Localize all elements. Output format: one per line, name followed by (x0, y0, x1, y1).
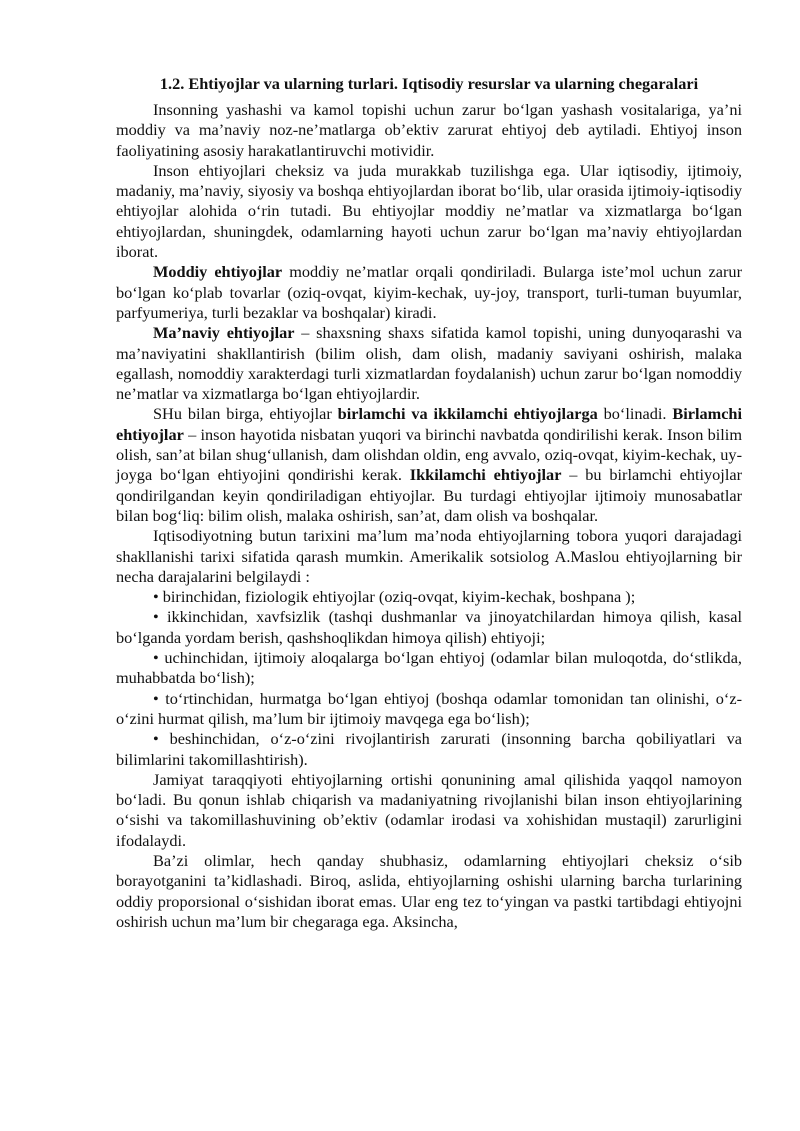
document-page (116, 74, 742, 932)
term-spiritual-needs: Ma’naviy ehtiyojlar (153, 323, 295, 343)
term-secondary-needs: Ikkilamchi ehtiyojlar (409, 465, 562, 485)
paragraph-maslow-intro: Iqtisodiyotning butun tarixini ma’lum ma’noda ehtiyojlarning tobora yuqori darajadagi shakllanishi tarixi sifatida qarash mumkin. Amerikalik sotsiolog A.Maslou ehtiyojlarning bir necha darajalarini belgilaydi : (116, 526, 742, 586)
paragraph-material-needs: Moddiy ehtiyojlar moddiy ne’matlar orqali qondiriladi. Bularga iste’mol uchun zarur bo‘lgan ko‘plab tovarlar (oziq-ovqat, kiyim-kechak, uy-joy, transport, turli-tuman buyumlar, parfyumeriya, turli bezaklar va boshqalar) kiradi. (116, 262, 742, 322)
term-primary-needs: Birlamchi ehtiyojlar (116, 404, 742, 444)
list-item-safety: • ikkinchidan, xavfsizlik (tashqi dushmanlar va jinoyatchilardan himoya qilish, kasal bo‘lganda yordam berish, qashshoqlikdan himoya qilish) ehtiyoji; (116, 607, 742, 647)
paragraph-primary-secondary-needs: SHu bilan birga, ehtiyojlar birlamchi va ikkilamchi ehtiyojlarga bo‘linadi. Birlamchi ehtiyojlar – inson hayotida nisbatan yuqori va birinchi navbatda qondirilishi kerak. Inson bilim olish, san’at bilan shug‘ullanish, dam olishdan oldin, eng avvalo, oziq-ovqat, kiyim-kechak, uy-joyga bo‘lgan ehtiyojini qondirishi kerak. Ikkilamchi ehtiyojlar – bu birlamchi ehtiyojlar qondirilgandan keyin qondiriladigan ehtiyojlar. Bu turdagi ehtiyojlar ijtimoiy munosabatlar bilan bog‘liq: bilim olish, malaka oshirish, san’at, dam olish va boshqalar. (116, 404, 742, 525)
term-primary-secondary: birlamchi va ikkilamchi ehtiyojlarga (337, 404, 598, 424)
term-material-needs: Moddiy ehtiyojlar (153, 262, 283, 282)
paragraph-law-of-rising-needs: Jamiyat taraqqiyoti ehtiyojlarning ortishi qonunining amal qilishida yaqqol namoyon bo‘ladi. Bu qonun ishlab chiqarish va madaniyatning rivojlanishi bilan inson ehtiyojlarining o‘sishi va takomillashuvining ob’ektiv (odamlar irodasi va xohishidan mustaqil) zarurligini ifodalaydi. (116, 769, 742, 850)
paragraph-needs-structure: Inson ehtiyojlari cheksiz va juda murakkab tuzilishga ega. Ular iqtisodiy, ijtimoiy, madaniy, ma’naviy, siyosiy va boshqa ehtiyojlardan iborat bo‘lib, ular orasida ijtimoiy-iqtisodiy ehtiyojlar alohida o‘rin tutadi. Bu ehtiyojlar moddiy ne’matlar va xizmatlarga bo‘lgan ehtiyojlardan, shuningdek, odamlarning hayoti uchun zarur bo‘lgan ma’naviy ehtiyojlardan iborat. (116, 160, 742, 262)
list-item-physiological: • birinchidan, fiziologik ehtiyojlar (oziq-ovqat, kiyim-kechak, boshpana ); (153, 587, 636, 607)
list-item-social: • uchinchidan, ijtimoiy aloqalarga bo‘lgan ehtiyoj (odamlar bilan muloqotda, do‘stlikda, muhabbatda bo‘lish); (116, 648, 742, 688)
paragraph-needs-definition: Insonning yashashi va kamol topishi uchun zarur bo‘lgan yashash vositalariga, ya’ni moddiy va ma’naviy noz-ne’matlarga ob’ektiv zarurat ehtiyoj deb aytiladi. Ehtiyoj inson faoliyatining asosiy harakatlantiruvchi motividir. (116, 100, 742, 160)
section-heading: 1.2. Ehtiyojlar va ularning turlari. Iqtisodiy resurslar va ularning chegaralari (159, 74, 699, 93)
list-item-esteem: • to‘rtinchidan, hurmatga bo‘lgan ehtiyoj (boshqa odamlar tomonidan tan olinishi, o‘z-o‘zini hurmat qilish, ma’lum bir ijtimoiy mavqega ega bo‘lish); (116, 688, 742, 728)
paragraph-needs-growth: Ba’zi olimlar, hech qanday shubhasiz, odamlarning ehtiyojlari cheksiz o‘sib borayotganini ta’kidlashadi. Biroq, aslida, ehtiyojlarning oshishi ularning barcha turlarining oddiy proporsional o‘sishidan iborat emas. Ular eng tez to‘yingan va pastki tartibdagi ehtiyojni oshirish uchun ma’lum bir chegaraga ega. Aksincha, (116, 850, 742, 931)
list-item-self-actualization: • beshinchidan, o‘z-o‘zini rivojlantirish zarurati (insonning barcha qobiliyatlari va bilimlarini takomillashtirish). (116, 729, 742, 769)
paragraph-spiritual-needs: Ma’naviy ehtiyojlar – shaxsning shaxs sifatida kamol topishi, uning dunyoqarashi va ma’naviyatini shakllantirish (bilim olish, dam olish, madaniy saviyani oshirish, malaka egallash, nomoddiy xarakterdagi turli xizmatlardan foydalanish) uchun zarur bo‘lgan nomoddiy ne’matlar va xizmatlarga bo‘lgan ehtiyojlardir. (116, 323, 742, 404)
